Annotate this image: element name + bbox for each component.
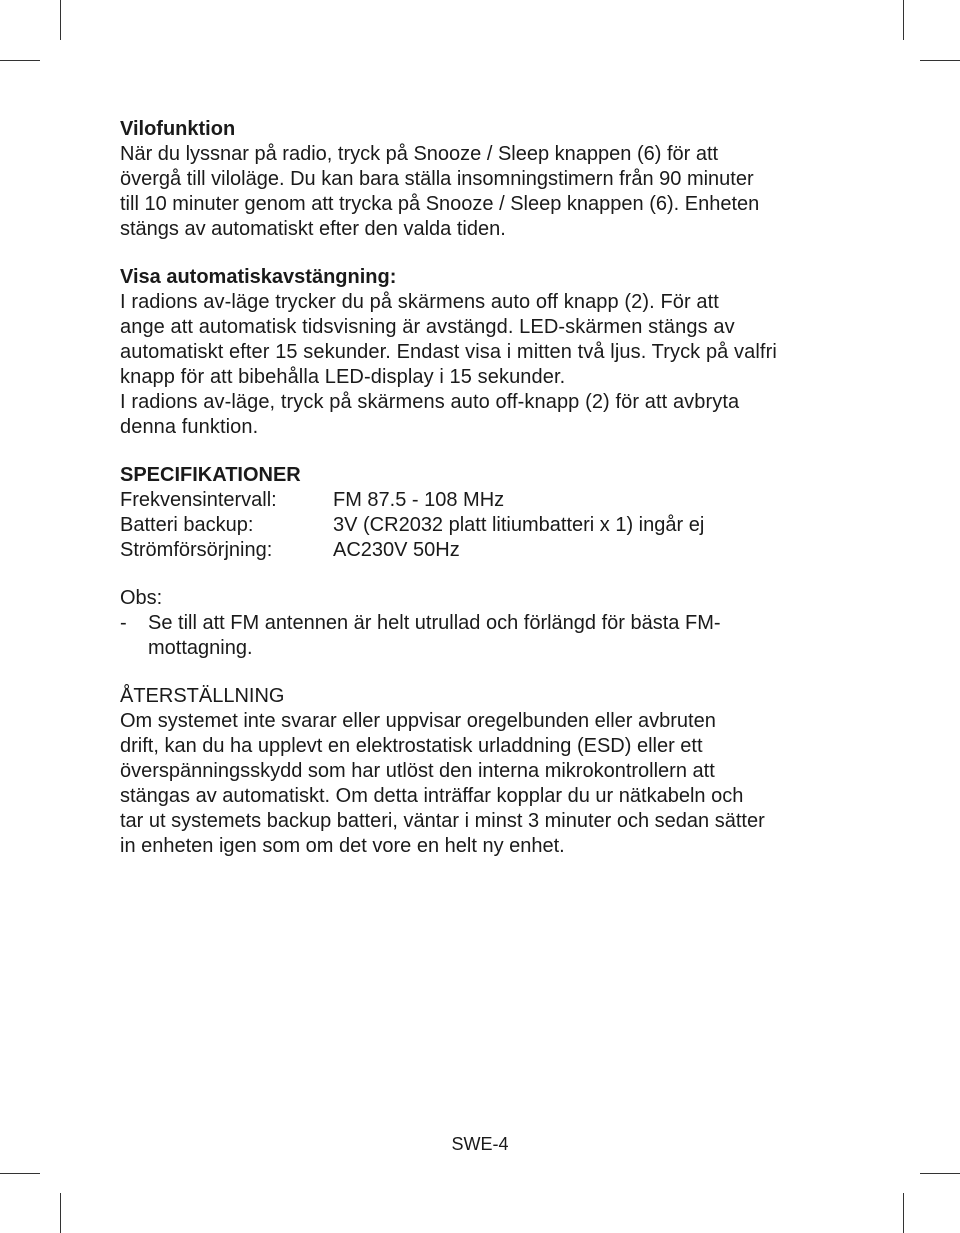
text-line: till 10 minuter genom att trycka på Snooze / Sleep knappen (6). Enheten [120, 193, 760, 215]
section-specifications [120, 463, 850, 563]
text-line: in enheten igen som om det vore en helt ny enhet. [120, 835, 565, 857]
spec-row [120, 538, 850, 563]
spec-value: 3V (CR2032 platt litiumbatteri x 1) ingår ej [333, 514, 705, 536]
section-title: Vilofunktion [120, 118, 236, 140]
section-title: SPECIFIKATIONER [120, 464, 301, 486]
bullet-dash: - [120, 612, 127, 634]
text-line: mottagning. [148, 637, 253, 659]
crop-mark [0, 1173, 40, 1174]
spec-value: FM 87.5 - 108 MHz [333, 489, 505, 511]
crop-mark [920, 1173, 960, 1174]
text-line: När du lyssnar på radio, tryck på Snooze / Sleep knappen (6) för att [120, 143, 719, 165]
section-body [120, 290, 850, 440]
section-title: Obs: [120, 587, 163, 609]
section-title: Visa automatiskavstängning: [120, 266, 397, 288]
crop-mark [903, 1193, 904, 1233]
section-body [120, 709, 850, 859]
crop-mark [60, 1193, 61, 1233]
crop-mark [0, 60, 40, 61]
spec-value: AC230V 50Hz [333, 539, 460, 561]
text-line: Se till att FM antennen är helt utrullad och förlängd för bästa FM- [148, 612, 721, 634]
text-line: drift, kan du ha upplevt en elektrostatisk urladdning (ESD) eller ett [120, 735, 703, 757]
text-line: I radions av-läge, tryck på skärmens auto off-knapp (2) för att avbryta [120, 391, 740, 413]
crop-mark [903, 0, 904, 40]
text-line: Om systemet inte svarar eller uppvisar oregelbunden eller avbruten [120, 710, 716, 732]
crop-mark [60, 0, 61, 40]
text-line: knapp för att bibehålla LED-display i 15 sekunder. [120, 366, 566, 388]
text-line: I radions av-läge trycker du på skärmens auto off knapp (2). För att [120, 291, 719, 313]
spec-label: Batteri backup: [120, 514, 254, 536]
list-item-text [148, 611, 721, 661]
text-line: automatiskt efter 15 sekunder. Endast visa i mitten två ljus. Tryck på valfri [120, 341, 777, 363]
section-note [120, 586, 850, 661]
text-line: stängs av automatiskt efter den valda tiden. [120, 218, 506, 240]
list-item [120, 611, 850, 661]
spec-row [120, 513, 850, 538]
text-line: denna funktion. [120, 416, 259, 438]
text-line: övergå till viloläge. Du kan bara ställa insomningstimern från 90 minuter [120, 168, 754, 190]
text-line: tar ut systemets backup batteri, väntar i minst 3 minuter och sedan sätter [120, 810, 765, 832]
spec-row [120, 488, 850, 513]
spec-label: Strömförsörjning: [120, 539, 273, 561]
crop-mark [920, 60, 960, 61]
section-body [120, 142, 850, 242]
text-line: stängas av automatiskt. Om detta inträffar kopplar du ur nätkabeln och [120, 785, 744, 807]
section-auto-off [120, 265, 850, 440]
page-number: SWE-4 [451, 1134, 509, 1154]
section-title: ÅTERSTÄLLNING [120, 685, 285, 707]
page-content [120, 117, 850, 859]
text-line: överspänningsskydd som har utlöst den interna mikrokontrollern att [120, 760, 715, 782]
section-sleep-function [120, 117, 850, 242]
text-line: ange att automatisk tidsvisning är avstängd. LED-skärmen stängs av [120, 316, 735, 338]
section-reset [120, 684, 850, 859]
spec-label: Frekvensintervall: [120, 489, 277, 511]
